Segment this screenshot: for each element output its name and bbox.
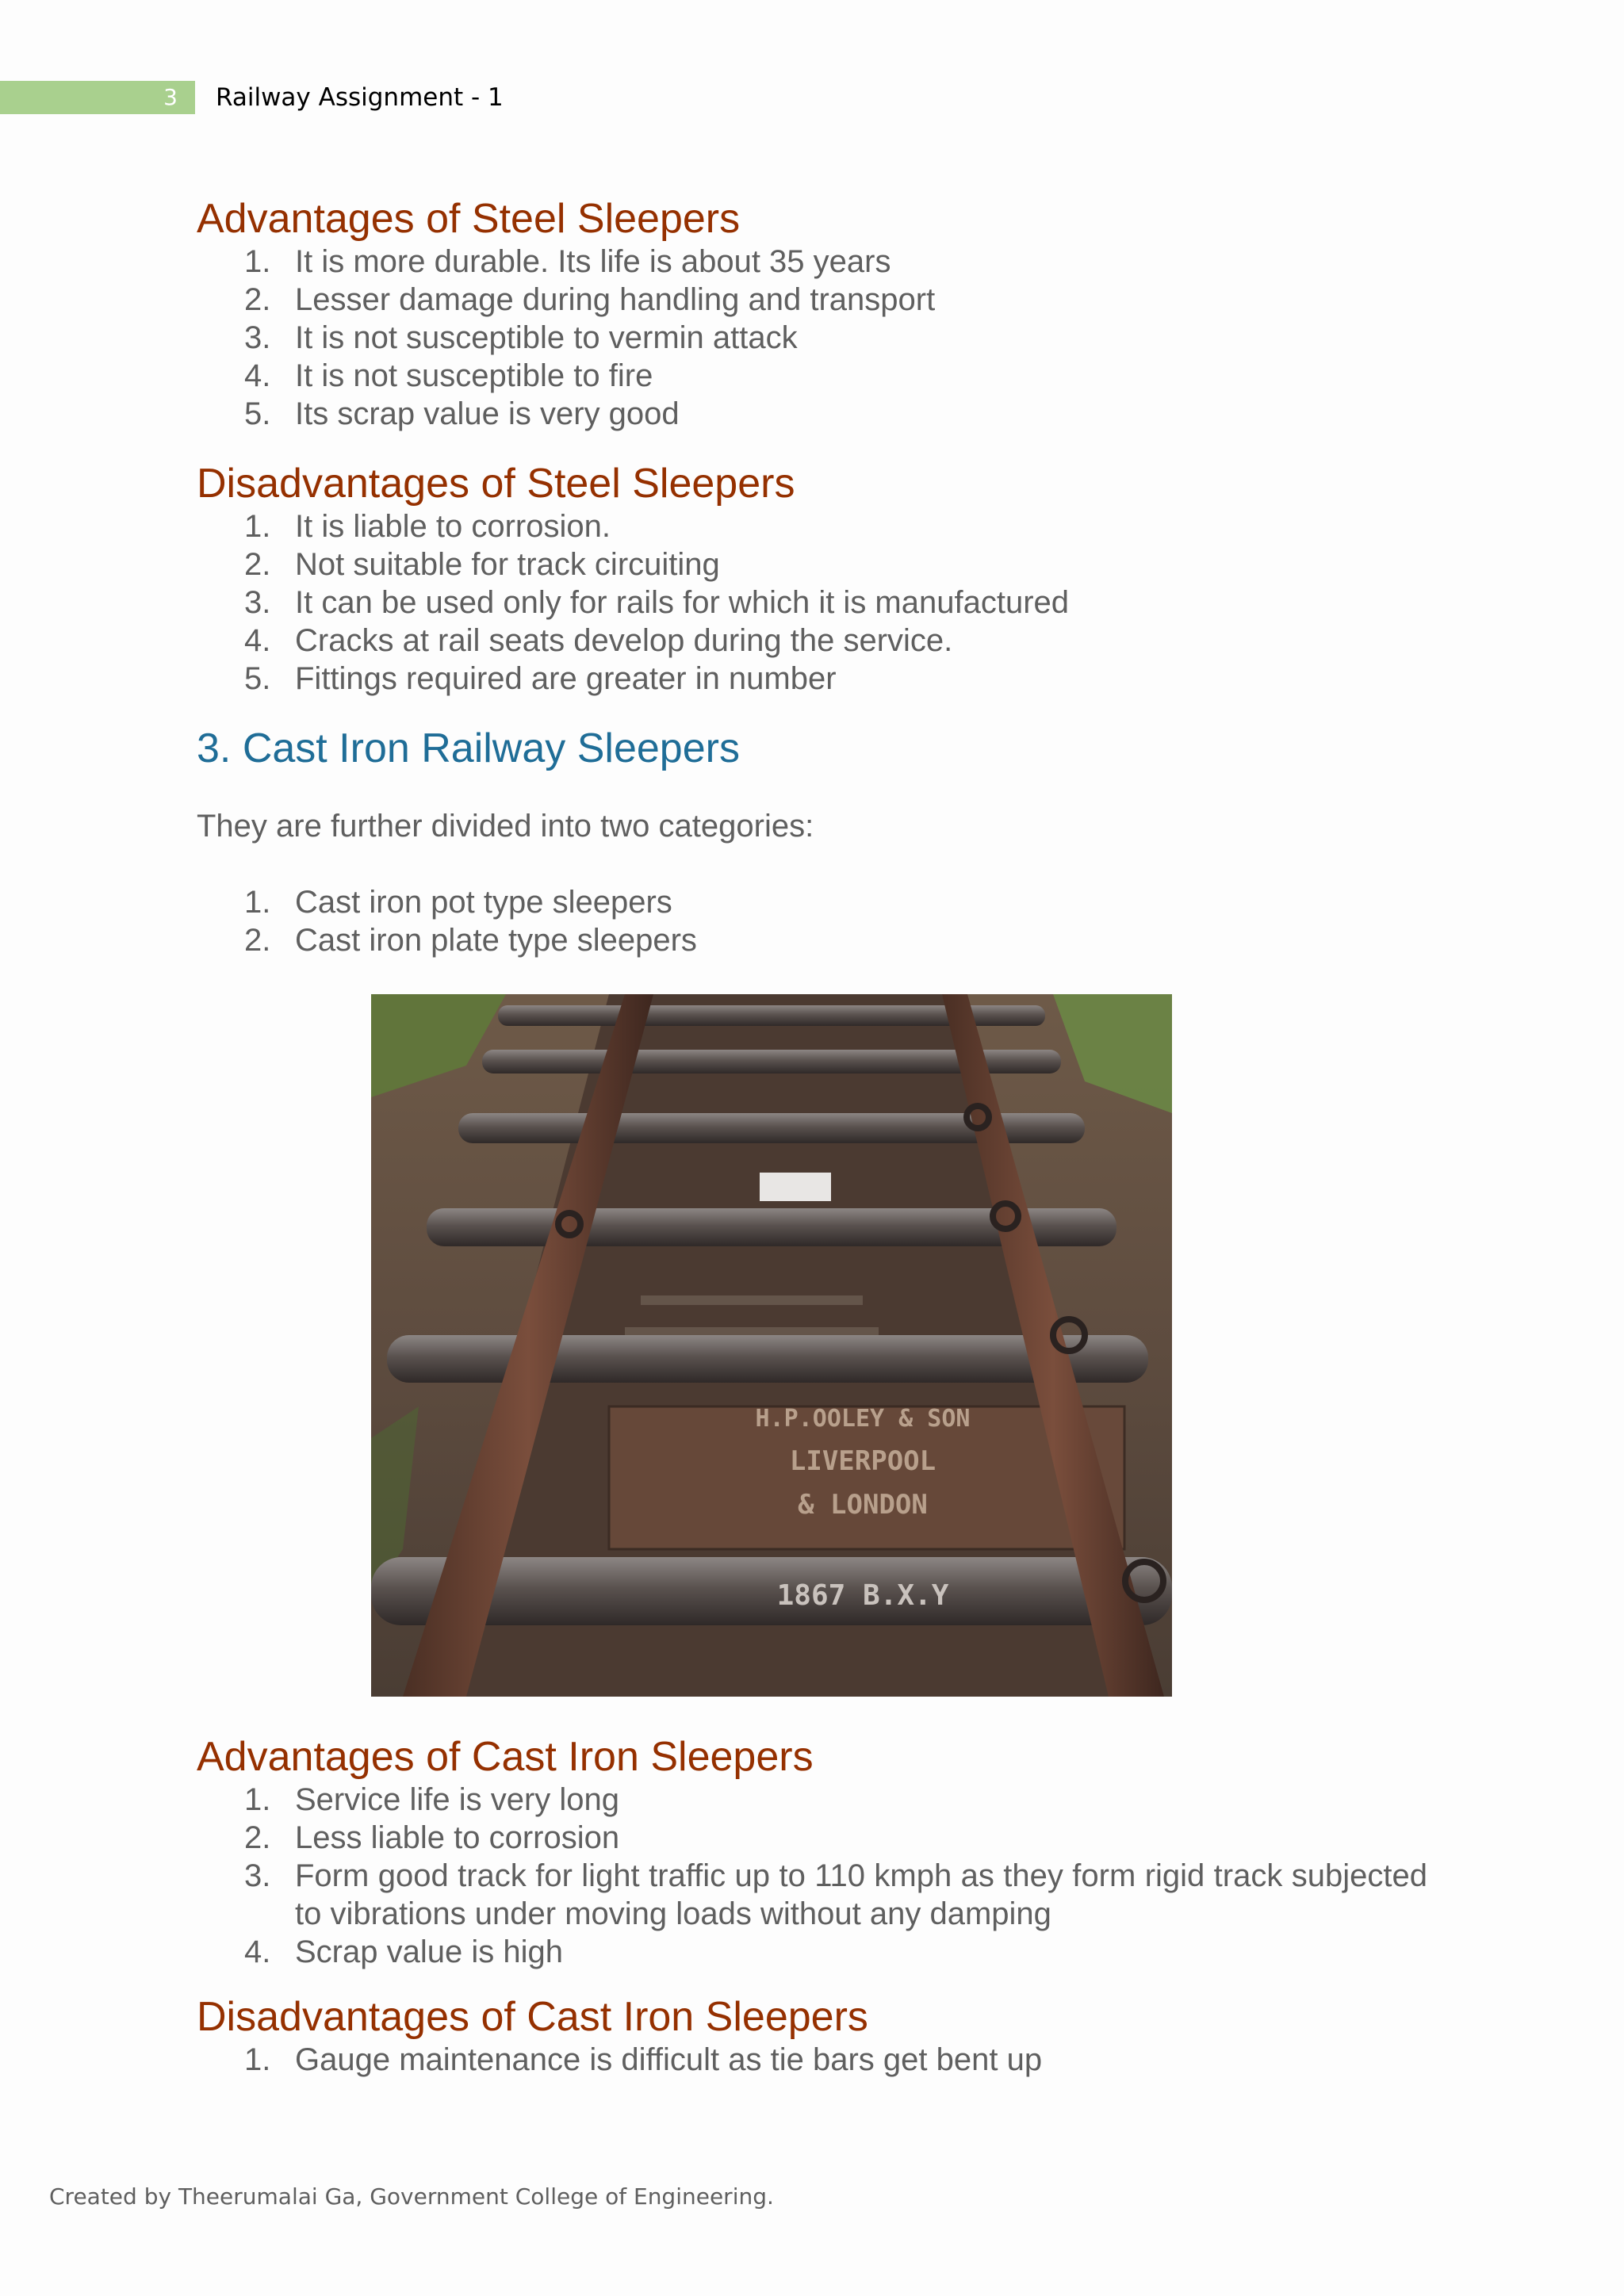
list-item: 3. Form good track for light traffic up to 110 kmph as they form rigid track subjected to vibrations under moving loads without any damping [244, 1858, 1427, 1931]
cast-iron-section [197, 725, 1427, 959]
section-heading: 3. Cast Iron Railway Sleepers [197, 725, 740, 771]
list-item: 2. Not suitable for track circuiting [244, 547, 720, 582]
steel-disadvantages-section [197, 460, 1427, 698]
list-item: 1. It is liable to corrosion. [244, 509, 611, 544]
list-item: 2. Lesser damage during handling and transport [244, 282, 936, 317]
list-item: 5. Its scrap value is very good [244, 396, 680, 431]
svg-text:& LONDON: & LONDON [798, 1489, 928, 1521]
numbered-list [197, 883, 1427, 959]
numbered-list [197, 243, 1427, 433]
document-title: Railway Assignment - 1 [216, 83, 504, 112]
section-heading: Disadvantages of Steel Sleepers [197, 461, 795, 507]
railway-track-illustration [371, 994, 1172, 1697]
section-heading: Advantages of Steel Sleepers [197, 196, 741, 242]
list-item: 4. Scrap value is high [244, 1934, 563, 1969]
cast-iron-disadvantages-section [197, 1993, 1427, 2079]
numbered-list [197, 2041, 1427, 2079]
svg-text:1867 B.X.Y: 1867 B.X.Y [776, 1579, 949, 1612]
list-item: 1. Cast iron pot type sleepers [244, 885, 672, 920]
section-heading: Advantages of Cast Iron Sleepers [197, 1734, 814, 1780]
list-item: 1. Gauge maintenance is difficult as tie bars get bent up [244, 2042, 1043, 2077]
section-intro: They are further divided into two categories: [197, 809, 814, 844]
steel-advantages-section [197, 195, 1427, 433]
list-item: 2. Cast iron plate type sleepers [244, 923, 697, 958]
list-item: 2. Less liable to corrosion [244, 1820, 620, 1855]
list-item: 5. Fittings required are greater in number [244, 661, 837, 696]
list-item: 4. Cracks at rail seats develop during the service. [244, 623, 953, 658]
svg-text:H.P.OOLEY & SON: H.P.OOLEY & SON [755, 1405, 971, 1433]
list-item: 3. It can be used only for rails for which it is manufactured [244, 585, 1070, 620]
list-item: 1. It is more durable. Its life is about 35 years [244, 244, 891, 279]
list-item: 4. It is not susceptible to fire [244, 358, 653, 393]
svg-text:LIVERPOOL: LIVERPOOL [789, 1445, 936, 1477]
page-header [0, 81, 555, 114]
page-number: 3 [0, 81, 195, 114]
list-item: 3. It is not susceptible to vermin attack [244, 320, 798, 355]
page-footer: Created by Theerumalai Ga, Government College of Engineering. [49, 2183, 774, 2210]
list-item: 1. Service life is very long [244, 1782, 620, 1817]
numbered-list [197, 507, 1427, 698]
cast-iron-sleeper-photo [371, 994, 1172, 1697]
cast-iron-advantages-section [197, 1733, 1427, 1971]
numbered-list [197, 1781, 1427, 1971]
section-heading: Disadvantages of Cast Iron Sleepers [197, 1994, 868, 2040]
